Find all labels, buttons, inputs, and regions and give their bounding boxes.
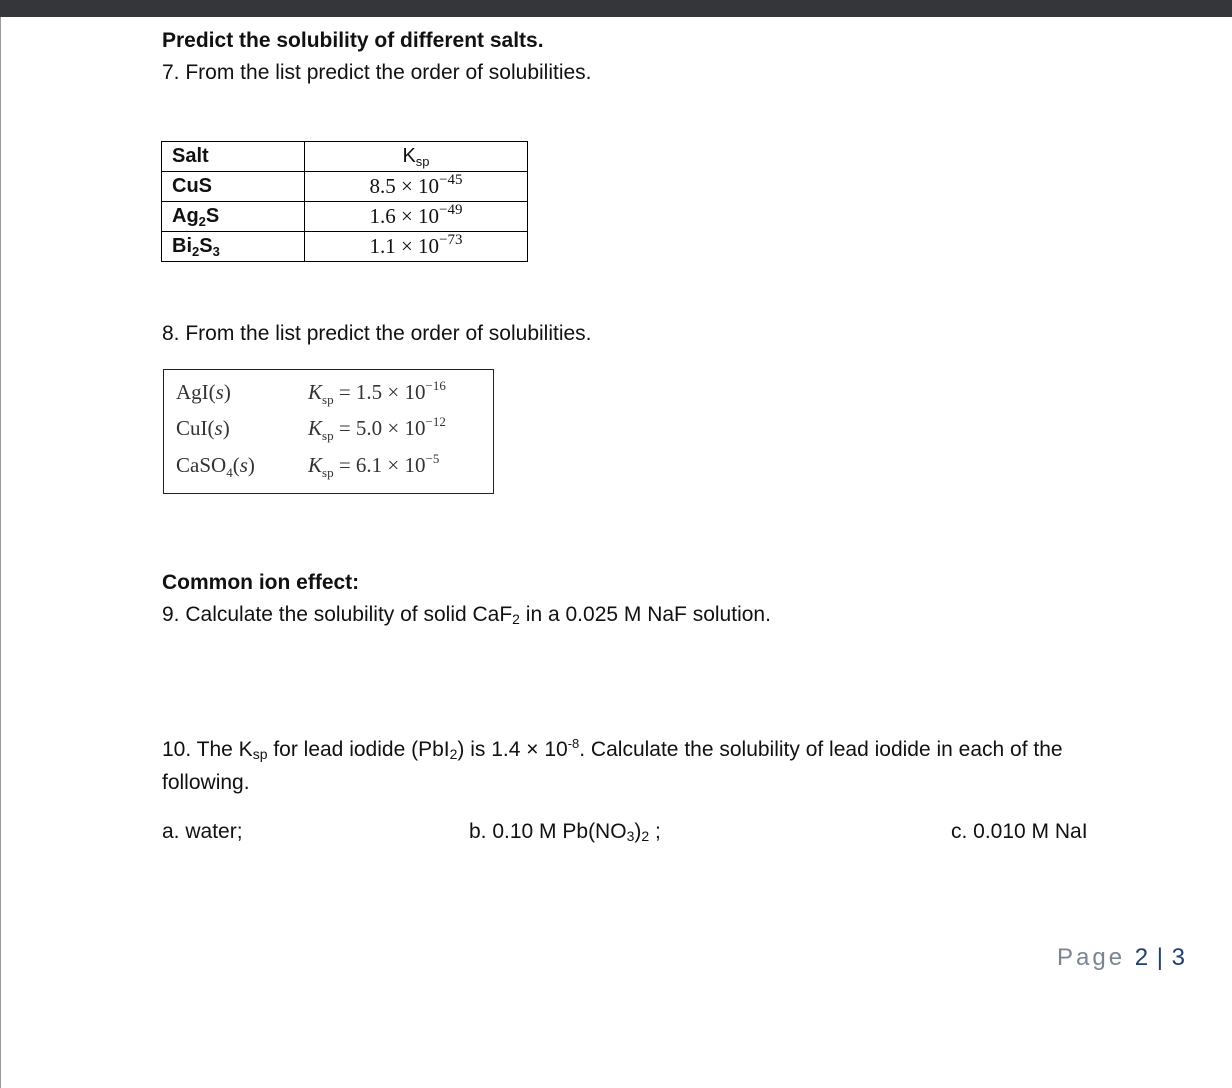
ksp-table-1 [161, 141, 528, 262]
heading-common-ion-effect: Common ion effect: [162, 571, 360, 594]
viewer-top-bar [0, 0, 1232, 17]
ksp-cell: $1.1 \times 10^{-73}$ [305, 232, 528, 262]
salt-cell: $Bi_2S_3$ [162, 232, 305, 262]
table-header-row [162, 142, 528, 172]
ksp-cell: $8.5 \times 10^{-45}$ [305, 172, 528, 202]
question-7: 7. From the list predict the order of solubilities. [162, 61, 592, 84]
list-item [176, 380, 496, 410]
table-row [162, 172, 528, 202]
question-8: 8. From the list predict the order of solubilities. [162, 322, 592, 345]
heading-predict-solubility: Predict the solubility of different salts. [162, 29, 544, 52]
option-c: c. 0.010 M NaI [951, 820, 1088, 843]
page-number-footer: Page 2 | 3 [1057, 944, 1186, 971]
ksp-table-2 [163, 369, 494, 494]
table-row [162, 202, 528, 232]
salt-label: CaSO$_4$(s) [176, 453, 255, 480]
table-row [162, 232, 528, 262]
header-ksp: $K_{sp}$ [305, 142, 528, 172]
ksp-cell: $1.6 \times 10^{-49}$ [305, 202, 528, 232]
ksp-value: $K_{sp} = 5.0 \times 10^{-12}$ [308, 414, 446, 443]
option-a: a. water; [162, 820, 243, 843]
question-10-continued: following. [162, 771, 250, 794]
list-item [176, 416, 496, 446]
list-item [176, 453, 496, 483]
question-10: 10. The $K_{sp}$ for lead iodide (PbI$_2$) is $1.4 \times 10^{-8}$. Calculate the solubility of lead iodide in each of the [162, 736, 1063, 762]
header-salt: Salt [162, 142, 305, 172]
page-left-edge [0, 17, 1, 1088]
ksp-value: $K_{sp} = 1.5 \times 10^{-16}$ [308, 378, 446, 407]
option-b: b. 0.10 M $Pb(NO_3)_2$ ; [469, 820, 661, 844]
salt-cell: CuS [162, 172, 305, 202]
salt-label: AgI(s) [176, 380, 231, 404]
salt-cell: $Ag_2S$ [162, 202, 305, 232]
question-9: 9. Calculate the solubility of solid CaF$_2$ in a 0.025 M NaF solution. [162, 603, 771, 627]
ksp-value: $K_{sp} = 6.1 \times 10^{-5}$ [308, 451, 440, 480]
salt-label: CuI(s) [176, 416, 230, 440]
